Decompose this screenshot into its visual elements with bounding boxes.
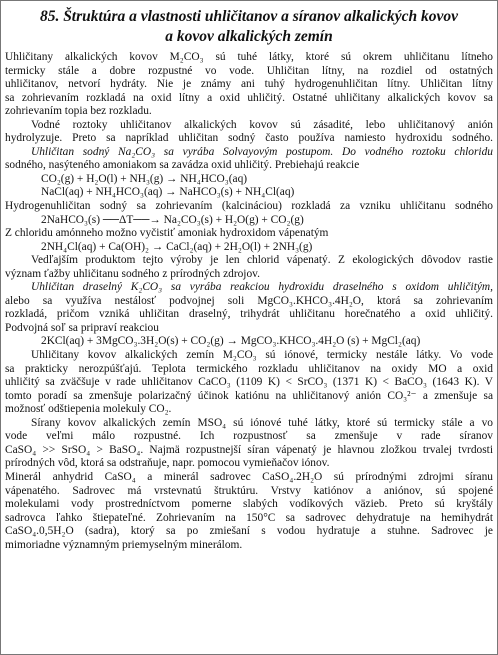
text-line: uhličitanov, netvorí hydráty. Nie je známy ani tuhý hydrogenuhličitan lítny. Uhličitan lítny — [5, 78, 493, 91]
text-line: Uhličitan draselný K₂CO₃ sa vyrába reakciou hydroxidu draselného s oxidom uhličitým, — [31, 281, 493, 294]
text-line: Uhličitany kovov alkalických zemín M₂CO₃ sú iónové, termicky nestále látky. Vo vode — [31, 349, 493, 362]
text-line: alebo sa využíva nestálosť podvojnej soli MgCO₃.KHCO₃.4H₂O, ktorá sa zohrievaním — [5, 294, 493, 307]
text-line: možnosť odštiepenia molekuly CO₂. — [5, 403, 172, 416]
text-line: prírodných vôd, ktorá sa odstraňuje, napr. pomocou vymieňačov iónov. — [5, 457, 330, 470]
text-line: molekulami vody prostredníctvom pomerne slabých vodíkových väzieb. Preto sú kryštály — [5, 498, 493, 511]
text-line: CaSO₄.0,5H₂O (sadra), ktorý sa po zmiešaní s vodou hydratuje a stuhne. Sadrovec je — [5, 525, 493, 538]
document-body — [5, 51, 493, 552]
text-line: hydrolyzuje. Preto sa napríklad uhličitan sodný často používa namiesto hydroxidu sodného. — [5, 132, 493, 145]
text-line: Podvojná soľ sa pripraví reakciou — [5, 321, 159, 334]
text-line: Sírany kovov alkalických zemín MSO₄ sú iónové tuhé látky, ktoré sú termicky stále a vo — [31, 416, 493, 429]
text-line: Uhličitany alkalických kovov M₂CO₃ sú tuhé látky, ktoré sú okrem uhličitanu lítneho — [5, 51, 493, 63]
text-line: Vodné roztoky uhličitanov alkalických kovov sú zásadité, lebo uhličitanový anión — [31, 118, 493, 131]
text-line: vode veľmi málo rozpustné. Ich rozpustnosť sa zmenšuje v rade síranov — [5, 430, 493, 443]
text-line: Vedľajším produktom tejto výroby je len chlorid vápenatý. Z ekologických dôvodov rastie — [31, 254, 493, 267]
equation-line: NaCl(aq) + NH₄HCO₃(aq) → NaHCO₃(s) + NH₄Cl(aq) — [41, 186, 295, 199]
text-line: Hydrogenuhličitan sodný sa zohrievaním (kalcináciou) rozkladá za vzniku uhličitanu sodného — [5, 200, 493, 213]
text-line: Z chloridu amónneho možno vyčistiť amoniak hydroxidom vápenatým — [5, 227, 329, 240]
equation-line: 2NH₄Cl(aq) + Ca(OH)₂ → CaCl₂(aq) + 2H₂O(l) + 2NH₃(g) — [41, 240, 313, 253]
text-line: význam ťažby uhličitanu sodného z prírodných zdrojov. — [5, 267, 260, 280]
text-line: zohrievaním topia bez rozkladu. — [5, 105, 152, 118]
title-line-1: 85. Štruktúra a vlastnosti uhličitanov a síranov alkalických kovov — [39, 8, 459, 25]
text-line: mimoriadne významným priemyselným minerálom. — [5, 538, 243, 551]
text-line: sa zohrievaním rozkladá na oxid lítny a oxid uhličitý. Ostatné uhličitany alkalických kovov sa — [5, 91, 493, 104]
text-line: sodného, nasýteného amoniakom sa zavádza oxid uhličitý. Prebiehajú reakcie — [5, 159, 360, 172]
equation-line: CO₂(g) + H₂O(l) + NH₃(g) → NH₄HCO₃(aq) — [41, 172, 248, 185]
page-title — [5, 7, 493, 47]
text-line: Minerál anhydrid CaSO₄ a minerál sadrovec CaSO₄.2H₂O sú prírodnými zdrojmi síranu — [5, 470, 493, 483]
text-line: Uhličitan sodný Na₂CO₃ sa vyrába Solvayovým postupom. Do vodného roztoku chloridu — [31, 145, 493, 158]
title-line-2: a kovov alkalických zemín — [165, 28, 333, 45]
text-line: termicky stále a dobre rozpustné vo vode. Uhličitan lítny, na rozdiel od ostatných — [5, 64, 493, 77]
text-line: sadrovca ľahko štiepateľné. Zohrievaním na 150°C sa sadrovec dehydratuje na hemihydrát — [5, 511, 493, 524]
text-line: CaSO₄ >> SrSO₄ > BaSO₄. Najmä rozpustnejší síran vápenatý je hlavnou zložkou trvalej tvrdosti — [5, 443, 493, 456]
equation-line: 2NaHCO₃(s) ──ΔT──→ Na₂CO₃(s) + H₂O(g) + CO₂(g) — [41, 213, 304, 226]
text-line: rozkladá, pričom vzniká uhličitan draselný, trihydrát uhličitanu horečnatého a oxid uhličitý. — [5, 308, 493, 321]
equation-line: 2KCl(aq) + 3MgCO₃.3H₂O(s) + CO₂(g) → MgCO₃.KHCO₃.4H₂O (s) + MgCl₂(aq) — [41, 335, 421, 348]
text-line: uhličitý sa zväčšuje v rade uhličitanov CaCO₃ (1109 K) < SrCO₃ (1371 K) < BaCO₃ (1643 K). V — [5, 376, 493, 389]
text-line: vápenatého. Sadrovec má vrstevnatú štruktúru. Vrstvy katiónov a aniónov, sú spojené — [5, 484, 493, 497]
text-line: tomto poradí sa zmenšuje polarizačný účinok katiónu na uhličitanový anión CO₃²⁻ a zmenšuje sa — [5, 389, 493, 402]
text-line: sa prakticky nerozpúšťajú. Teplota termického rozkladu uhličitanov na oxidy MO a oxid — [5, 362, 493, 375]
